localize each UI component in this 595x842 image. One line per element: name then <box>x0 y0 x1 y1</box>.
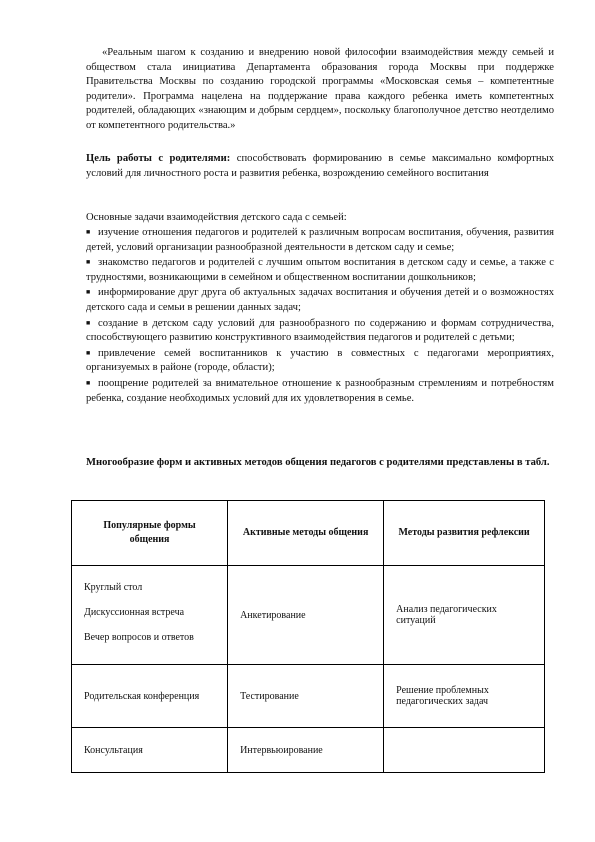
cell-line: Круглый стол <box>84 582 143 593</box>
table-cell: Интервьюирование <box>228 728 384 773</box>
list-item <box>86 225 554 255</box>
bullet-icon: ■ <box>86 318 91 327</box>
goal-label: Цель работы с родителями: <box>86 153 231 164</box>
cell-line: Вечер вопросов и ответов <box>84 632 194 643</box>
table-cell: Анкетирование <box>228 566 384 665</box>
table-row <box>72 566 545 665</box>
task-list <box>86 225 554 406</box>
table-row <box>72 665 545 728</box>
tasks-title: Основные задачи взаимодействия детского сада с семьей: <box>86 212 347 223</box>
table-header: Методы развития рефлексии <box>384 501 545 566</box>
forms-title: Многообразие форм и активных методов общения педагогов с родителями представлены в табл. <box>86 457 550 468</box>
forms-table <box>71 500 545 773</box>
table-header: Популярные формы общения <box>72 501 228 566</box>
cell-line: Дискуссионная встреча <box>84 607 185 618</box>
intro-paragraph: «Реальным шагом к созданию и внедрению новой философии взаимодействия между семьей и обществом стала инициатива Департамента образования города Москвы при поддержке Правительства Москвы по созданию городской программы «Московская семья – компетентные родители». Программа нацелена на поддержание права каждого ребенка иметь компетентных родителей, обладающих «знающим и добрым сердцем», поскольку благополучное детство неотделимо от компетентного родительства.» <box>86 47 554 131</box>
task-text: информирование друг друга об актуальных задачах воспитания и обучения детей и о возможностях детского сада и семьи в решении данных задач; <box>86 287 554 313</box>
task-text: знакомство педагогов и родителей с лучшим опытом воспитания в детском саду и семье, а также с трудностями, возникающими в семейном и общественном воспитании дошкольников; <box>86 257 554 283</box>
list-item <box>86 346 554 376</box>
list-item <box>86 316 554 346</box>
bullet-icon: ■ <box>86 288 91 297</box>
table-cell <box>72 566 228 665</box>
table-cell: Родительская конференция <box>72 665 228 728</box>
list-item <box>86 285 554 315</box>
goal-paragraph <box>86 152 554 181</box>
table-header-row <box>72 501 545 566</box>
table-cell: Консультация <box>72 728 228 773</box>
task-text: привлечение семей воспитанников к участию в совместных с педагогами мероприятиях, организуемых в районе (городе, области); <box>86 347 554 374</box>
table-header: Активные методы общения <box>228 501 384 566</box>
task-text: создание в детском саду условий для разнообразного по содержанию и формам сотрудничества, способствующего развитию конструктивного взаимодействия педагогов и родителей с детьми; <box>86 317 554 344</box>
goal-text: способствовать формированию в семье максимально комфортных условий для личностного роста и развития ребенка, возрождению семейного воспитания <box>86 153 555 179</box>
table-cell: Анализ педагогических ситуаций <box>384 566 545 665</box>
table-row <box>72 728 545 773</box>
bullet-icon: ■ <box>86 348 91 357</box>
list-item <box>86 255 554 285</box>
list-item <box>86 376 554 406</box>
table-cell <box>384 728 545 773</box>
task-text: поощрение родителей за внимательное отношение к разнообразным стремлениям и потребностям ребенка, создание необходимых условий для их удовлетворения в семье. <box>86 377 554 404</box>
task-text: изучение отношения педагогов и родителей к различным вопросам воспитания, обучения, развития детей, условий организации разнообразной деятельности в детском саду и семье; <box>86 227 554 253</box>
bullet-icon: ■ <box>86 228 91 236</box>
bullet-icon: ■ <box>86 258 91 267</box>
table-cell: Решение проблемных педагогических задач <box>384 665 545 728</box>
bullet-icon: ■ <box>86 378 91 387</box>
table-cell: Тестирование <box>228 665 384 728</box>
